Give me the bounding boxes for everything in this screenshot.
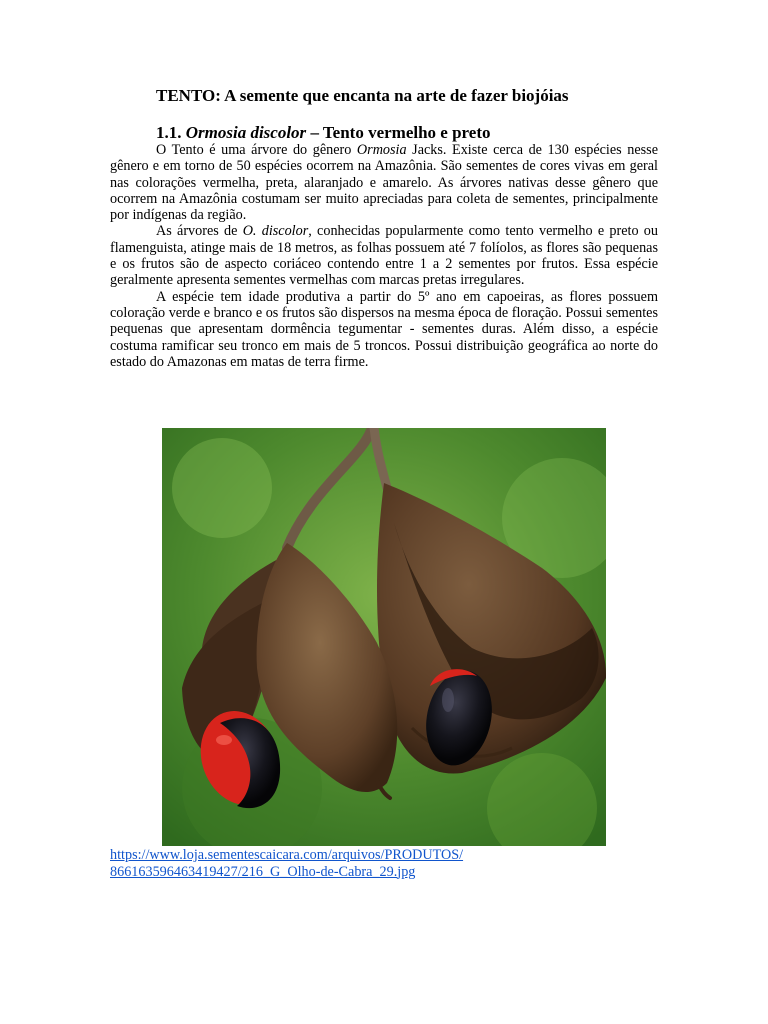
text-run: O Tento é uma árvore do gênero (156, 142, 357, 158)
body-text (110, 142, 658, 370)
italic-term: O. discolor (242, 223, 309, 240)
paragraph-3 (110, 289, 658, 370)
paragraph-1 (110, 142, 658, 223)
document-title: TENTO: A semente que encanta na arte de fazer biojóias (156, 86, 569, 105)
tento-seed-photo (162, 428, 606, 846)
text-run: As árvores de (156, 223, 243, 240)
section-species-name: Ormosia discolor (185, 123, 307, 142)
image-source-link[interactable] (110, 847, 463, 880)
paragraph-2 (110, 223, 658, 288)
text-run: Jacks. Existe cerca de 130 espécies nesse gênero e em torno de 50 espécies ocorrem na Amazônia. São sementes de cores vivas em geral nas colorações vermelha, preta, alaranjado e amarelo. As árvores nativas desse gênero que ocorrem na Amazônia costumam ser muito apreciadas para coleta de sementes, principalmente por indígenas da região. (110, 142, 658, 224)
text-run: , conhecidas popularmente como tento vermelho e preto ou flamenguista, atinge mais de 18 metros, as folhas possuem até 7 folíolos, as flores são pequenas e os frutos são de aspecto coriáceo contendo entre 1 a 2 sementes por frutos. Essa espécie geralmente apresenta sementes vermelhas com marcas pretas irregulares. (110, 223, 658, 289)
italic-term: Ormosia (356, 142, 407, 158)
image-source-link-line-1[interactable]: https://www.loja.sementescaicara.com/arquivos/PRODUTOS/ (110, 847, 464, 863)
text-run: A espécie tem idade produtiva a partir do 5º ano em capoeiras, as flores possuem coloração verde e branco e os frutos são dispersos na mesma época de floração. Possui sementes pequenas que apresentam dormência tegumentar - sementes duras. Além disso, a espécie costuma ramificar seu tronco em mais de 5 troncos. Possui distribuição geográfica ao norte do estado do Amazonas em matas de terra firme. (110, 288, 658, 370)
section-number: 1.1. (156, 123, 182, 142)
section-heading-rest: – Tento vermelho e preto (306, 123, 491, 142)
image-source-link-line-2[interactable]: 866163596463419427/216_G_Olho-de-Cabra_29.jpg (110, 863, 416, 880)
section-heading (156, 123, 491, 143)
